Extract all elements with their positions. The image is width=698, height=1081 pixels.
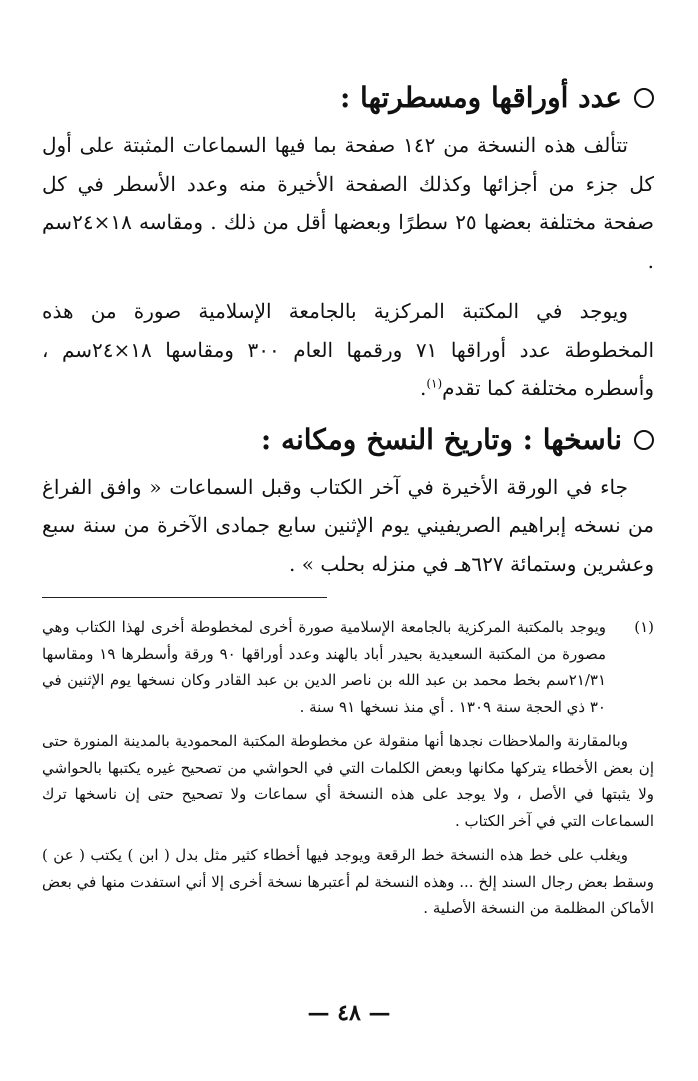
footnote-1: [42, 614, 654, 720]
paragraph-description: تتألف هذه النسخة من ١٤٢ صفحة بما فيها السماعات المثبتة على أول كل جزء من أجزائها وكذلك الصفحة الأخيرة منه وعدد الأسطر في كل صفحة مختلفة بعضها ٢٥ سطرًا وبعضها أقل من ذلك . ومقاسه ١٨×٢٤سم .: [42, 133, 654, 273]
paragraph-end: .: [419, 376, 427, 400]
heading-text: عدد أوراقها ومسطرتها :: [339, 81, 622, 114]
footnote-text: ويوجد بالمكتبة المركزية بالجامعة الإسلامية صورة أخرى لمخطوطة أخرى لهذا الكتاب وهي مصورة من المكتبة السعيدية بحيدر أباد بالهند وعدد أوراقها ٩٠ ورقة وأسطرها ١٩ ومقاسها ٢١/٣١سم بخط محمد بن عبد الله بن ناصر الدين بن عبد القادر وكان نسخها يوم الإثنين في ٣٠ ذي الحجة سنة ١٣٠٩ . أي منذ نسخها ٩١ سنة .: [42, 618, 606, 716]
circle-bullet-icon: [634, 430, 654, 450]
section-heading-copyist: [42, 420, 654, 460]
paragraph-colophon: جاء في الورقة الأخيرة في آخر الكتاب وقبل السماعات « وافق الفراغ من نسخه إبراهيم الصريفيني يوم الإثنين سابع جمادى الآخرة من سنة سبع وعشرين وستمائة ٦٢٧هـ في منزله بحلب » .: [42, 474, 654, 576]
section-heading-folios: [42, 78, 654, 118]
circle-bullet-icon: [634, 88, 654, 108]
footnote-reference: (١): [426, 376, 443, 391]
paragraph-text: ويوجد في المكتبة المركزية بالجامعة الإسلامية صورة من هذه المخطوطة عدد أوراقها ٧١ ورقمها العام ٣٠٠ ومقاسها ١٨×٢٤سم ، وأسطره مختلفة كما تقدم: [42, 299, 654, 400]
page-number: — ٤٨ —: [307, 1000, 391, 1026]
paragraph-library-copy: [42, 292, 654, 408]
footnote-separator: [42, 597, 327, 598]
heading-text: ناسخها : وتاريخ النسخ ومكانه :: [260, 422, 622, 456]
footnote-number: (١): [634, 618, 654, 636]
footnote-paragraph: وبالمقارنة والملاحظات نجدها أنها منقولة عن مخطوطة المكتبة المحمودية بالمدينة المنورة حتى إن بعض الأخطاء يتركها مكانها وبعض الكلمات التي في الحواشي من تصحيح غيره يكتبها بالحواشي ولا يثبتها في الأصل ، ولا يوجد على هذه النسخة أي سماعات ولا تصحيح حتى إن ناسخها ترك السماعات التي في آخر الكتاب .: [42, 732, 654, 830]
footnote-paragraph: ويغلب على خط هذه النسخة خط الرقعة ويوجد فيها أخطاء كثير مثل بدل ( ابن ) يكتب ( عن ) وسقط بعض رجال السند إلخ ... وهذه النسخة لم أعتبرها نسخة أخرى إلا أني استفدت منها في بعض الأماكن المظلمة من النسخة الأصلية .: [42, 846, 654, 917]
